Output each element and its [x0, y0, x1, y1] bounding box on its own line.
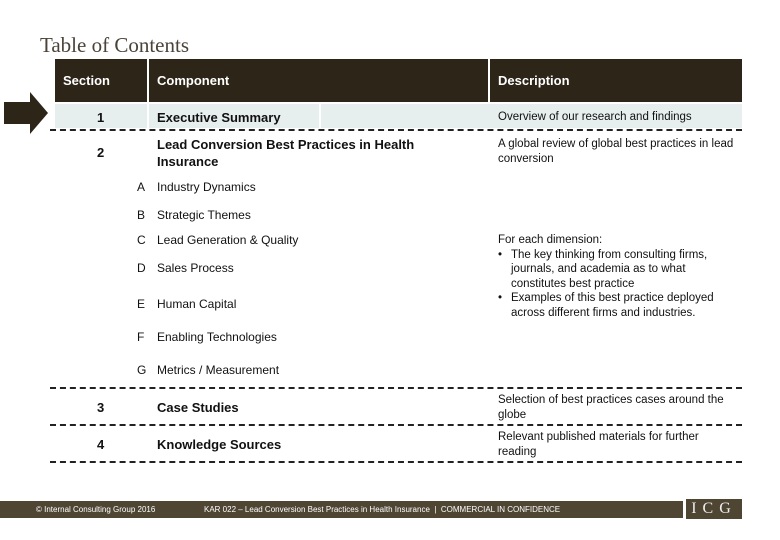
divider: [50, 461, 742, 463]
footer: [0, 501, 683, 518]
component-title[interactable]: Knowledge Sources: [157, 437, 282, 452]
section-number: 4: [97, 437, 105, 452]
dimension-note-intro: For each dimension:: [498, 234, 603, 246]
footer-copyright: © Internal Consulting Group 2016: [36, 505, 156, 514]
subitem-label[interactable]: Industry Dynamics: [157, 180, 256, 194]
divider: [50, 387, 742, 389]
icg-logo: ICG: [684, 499, 742, 519]
description: Relevant published materials for further reading: [498, 431, 699, 458]
subitem-letter: F: [137, 330, 145, 344]
description: Selection of best practices cases around the globe: [498, 394, 724, 421]
subitem-letter: E: [137, 297, 146, 311]
subitem-letter: C: [137, 233, 146, 247]
dimension-note-bullet: The key thinking from consulting firms, journals, and academia as to what constitutes best practice: [511, 248, 708, 290]
subitem-label[interactable]: Human Capital: [157, 297, 237, 311]
subitem-label[interactable]: Sales Process: [157, 261, 234, 275]
section-number: 2: [97, 145, 105, 160]
page-title: Table of Contents: [40, 33, 189, 57]
header-section: Section: [55, 59, 147, 102]
divider: [50, 424, 742, 426]
component-title[interactable]: Executive Summary: [157, 110, 281, 125]
footer-document: KAR 022 – Lead Conversion Best Practices in Health Insurance | COMMERCIAL IN CONFIDENCE: [204, 505, 561, 514]
subitem-label[interactable]: Enabling Technologies: [157, 330, 277, 344]
subitem-label[interactable]: Strategic Themes: [157, 208, 251, 222]
description: Overview of our research and findings: [498, 111, 692, 123]
subitem-letter: A: [137, 180, 146, 194]
subitem-label[interactable]: Metrics / Measurement: [157, 363, 280, 377]
subitem-letter: D: [137, 261, 146, 275]
subitem-letter: G: [137, 363, 147, 377]
dimension-note: For each dimension: • The key thinking from consulting firms, journals, and academia as to what constitutes best practice • Examples of this best practice deployed across different firms and industries.: [498, 233, 738, 320]
section-number: 1: [97, 110, 105, 125]
divider: [50, 129, 742, 131]
description: A global review of global best practices in lead conversion: [498, 138, 734, 165]
dimension-note-bullet: Examples of this best practice deployed across different firms and industries.: [511, 292, 714, 319]
subitem-letter: B: [137, 208, 146, 222]
subitem-label[interactable]: Lead Generation & Quality: [157, 233, 299, 247]
header-component: Component: [149, 59, 488, 102]
header-description: Description: [490, 59, 742, 102]
section-number: 3: [97, 400, 105, 415]
component-title[interactable]: Case Studies: [157, 400, 239, 415]
current-section-arrow-icon: [4, 92, 48, 134]
component-title[interactable]: Lead Conversion Best Practices in Health Insurance: [157, 137, 415, 169]
